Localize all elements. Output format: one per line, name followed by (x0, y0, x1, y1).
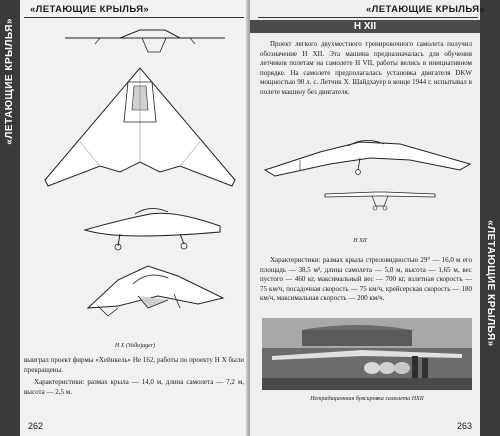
right-side-tab-text: «ЛЕТАЮЩИЕ КРЫЛЬЯ» (485, 220, 496, 347)
right-head-rule (258, 17, 478, 18)
left-side-tab (0, 0, 20, 436)
h10-plan-view-drawing (40, 62, 240, 202)
right-running-head: «ЛЕТАЮЩИЕ КРЫЛЬЯ» (366, 4, 486, 15)
h12-perspective-drawing (260, 130, 480, 180)
right-page-number: 263 (456, 421, 472, 431)
h12-towing-photo (262, 318, 472, 390)
h12-specs-paragraph: Характеристики: размах крыла стреловидностью 29° — 16,0 м его площадь — 38,5 м², длина самолета — 5,0 м, высота — 1,65 м, вес пустого — 460 кг, максимальный вес — 700 кг, взлетная скорость — 75 км/ч, посадочная скорость — 75 км/ч, крейсерская скорость — 180 км/ч, максимальная скорость — 200 км/ч. (260, 256, 472, 303)
h12-intro-paragraph: Проект легкого двухместного тренировочного самолета получил обозначение H XII. Эта машина предназначалась для обучения летчиков полетам на самолете H VII, работы велись в инициативном порядке. На самолете предполагалась установка двигателя DKW мощностью 90 л. с. Летчик Х. Шайдхауер в конце 1944 г. испытывал в полете машину без двигателя. (260, 40, 472, 96)
h10-perspective-drawing (78, 258, 228, 320)
photo-scene (262, 318, 472, 390)
h10-side-view-drawing (60, 24, 230, 60)
h12-figure-caption: H XII (353, 238, 367, 244)
left-page-number: 262 (28, 421, 44, 431)
section-title-text: H XII (348, 21, 382, 32)
h10-profile-drawing (80, 202, 230, 252)
photo-caption: Нетрадиционная буксировка самолета HXII (310, 396, 424, 402)
right-page (250, 0, 500, 436)
h12-front-view-drawing (320, 186, 440, 212)
left-paragraph-1: выиграл проект фирмы «Хейнкель» Не 162, работы по проекту H X были прекращены. (24, 356, 244, 374)
left-side-tab-text: «ЛЕТАЮЩИЕ КРЫЛЬЯ» (4, 18, 15, 145)
left-head-rule (24, 17, 244, 18)
left-figure-caption: H X (Volksjager) (114, 343, 156, 349)
right-side-tab (480, 0, 500, 436)
left-running-head: «ЛЕТАЮЩИЕ КРЫЛЬЯ» (30, 4, 150, 15)
left-paragraph-2: Характеристики: размах крыла — 14,0 м, длина самолета — 7,2 м, высота — 2,5 м. (24, 378, 244, 396)
section-title-h12 (250, 20, 480, 33)
